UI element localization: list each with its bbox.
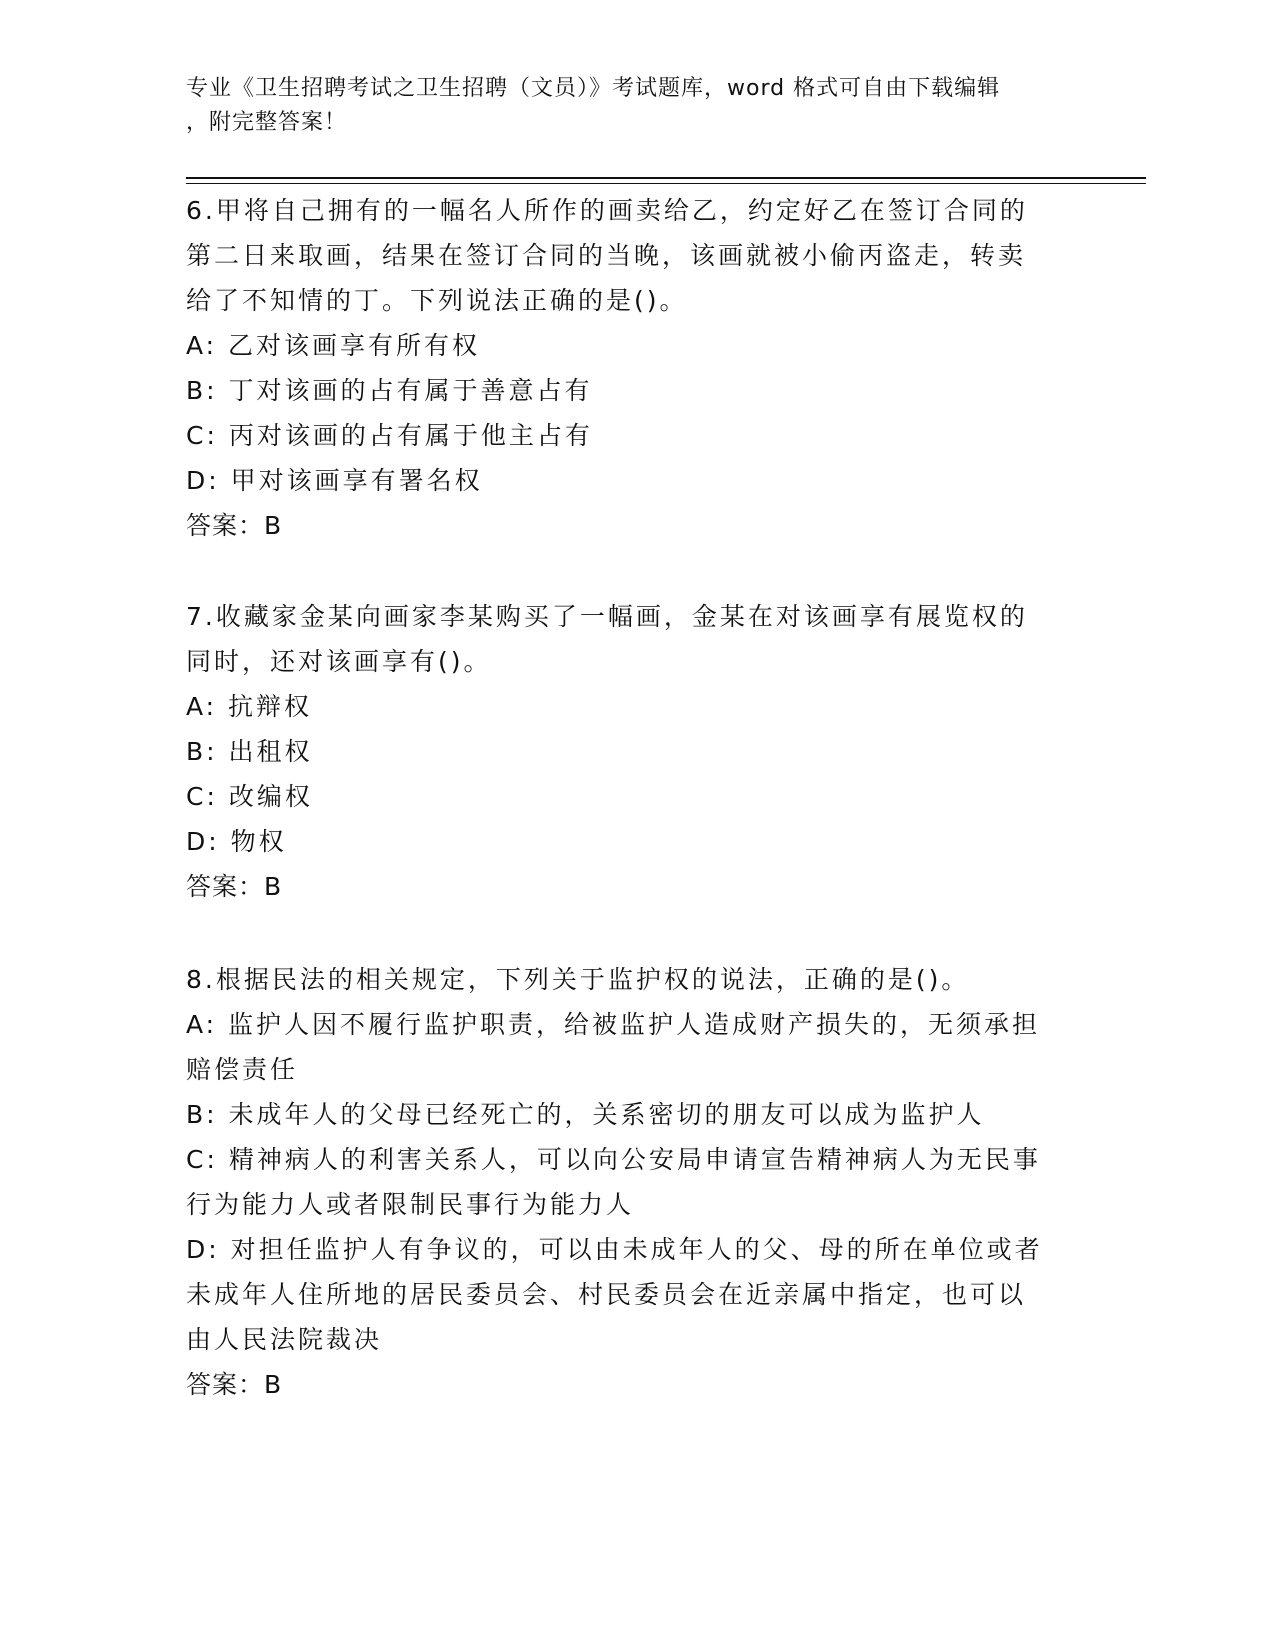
option-a: A: 抗辩权 <box>186 692 313 721</box>
option-c-continued: 行为能力人或者限制民事行为能力人 <box>186 1190 635 1219</box>
question-text-line: 7.收藏家金某向画家李某购买了一幅画，金某在对该画享有展览权的 <box>186 602 1028 631</box>
question-8 <box>186 957 1066 1407</box>
answer: 答案：B <box>186 872 283 901</box>
option-c: C: 丙对该画的占有属于他主占有 <box>186 421 593 450</box>
header-divider-thick <box>186 177 1146 179</box>
option-a: A: 监护人因不履行监护职责，给被监护人造成财产损失的，无须承担 <box>186 1010 1041 1039</box>
question-text-line: 给了不知情的丁。下列说法正确的是()。 <box>186 286 688 315</box>
question-text-line: 同时，还对该画享有()。 <box>186 647 492 676</box>
option-a: A: 乙对该画享有所有权 <box>186 331 481 360</box>
header-line-2: ，附完整答案！ <box>186 110 348 135</box>
option-b: B: 未成年人的父母已经死亡的，关系密切的朋友可以成为监护人 <box>186 1100 985 1129</box>
document-header <box>186 72 1066 140</box>
header-divider-thin <box>186 183 1146 184</box>
option-b: B: 丁对该画的占有属于善意占有 <box>186 376 593 405</box>
question-text-line: 6.甲将自己拥有的一幅名人所作的画卖给乙，约定好乙在签订合同的 <box>186 196 1028 225</box>
option-d-continued: 未成年人住所地的居民委员会、村民委员会在近亲属中指定，也可以 <box>186 1280 1027 1309</box>
answer: 答案：B <box>186 511 283 540</box>
question-text-line: 第二日来取画，结果在签订合同的当晚，该画就被小偷丙盗走，转卖 <box>186 241 1027 270</box>
option-d: D: 对担任监护人有争议的，可以由未成年人的父、母的所在单位或者 <box>186 1235 1043 1264</box>
option-c: C: 改编权 <box>186 782 313 811</box>
option-d-continued: 由人民法院裁决 <box>186 1325 383 1354</box>
option-d: D: 甲对该画享有署名权 <box>186 466 483 495</box>
question-text-line: 8.根据民法的相关规定，下列关于监护权的说法，正确的是()。 <box>186 965 970 994</box>
option-c: C: 精神病人的利害关系人，可以向公安局申请宣告精神病人为无民事 <box>186 1145 1041 1174</box>
option-a-continued: 赔偿责任 <box>186 1055 299 1084</box>
header-line-1: 专业《卫生招聘考试之卫生招聘（文员）》考试题库，word 格式可自由下载编辑 <box>186 76 1001 101</box>
option-b: B: 出租权 <box>186 737 313 766</box>
question-7 <box>186 594 1066 909</box>
question-6 <box>186 188 1066 548</box>
option-d: D: 物权 <box>186 827 287 856</box>
answer: 答案：B <box>186 1370 283 1399</box>
